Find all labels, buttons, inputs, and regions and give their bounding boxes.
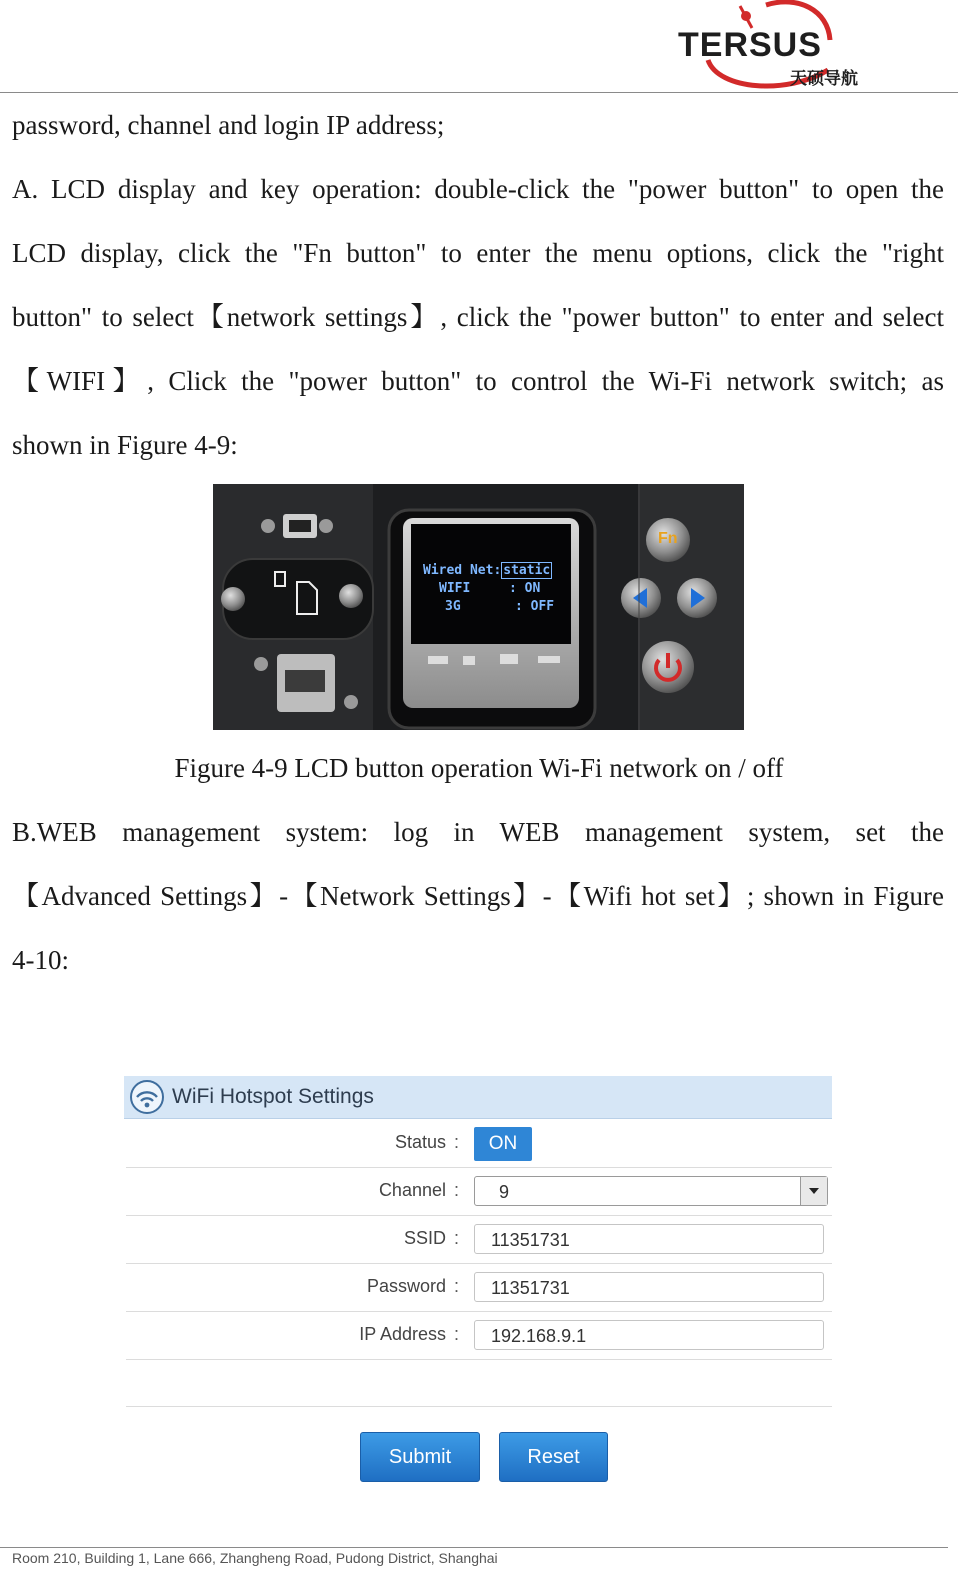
- footer-address: Room 210, Building 1, Lane 666, Zhangheng Road, Pudong District, Shanghai: [12, 1550, 498, 1566]
- logo-chinese-name: 天硕导航: [790, 69, 858, 89]
- paragraph-a-line: LCD display, click the "Fn button" to enter the menu options, click the "right: [12, 238, 944, 268]
- chevron-down-icon[interactable]: [800, 1177, 827, 1205]
- lcd-wired-label: Wired Net:: [423, 563, 502, 578]
- form-row-password: [126, 1264, 832, 1312]
- paragraph-b-line: 4-10:: [12, 945, 69, 975]
- ssid-input[interactable]: 11351731: [474, 1224, 824, 1254]
- paragraph-a-line: A. LCD display and key operation: double-click the "power button" to open the: [12, 174, 944, 204]
- status-toggle-button[interactable]: ON: [474, 1127, 532, 1161]
- panel-title: WiFi Hotspot Settings: [172, 1085, 374, 1108]
- paragraph-b-line: B.WEB management system: log in WEB management system, set the: [12, 817, 944, 847]
- logo-wordmark: TERSUS: [678, 26, 822, 64]
- paragraph-b-line: 【Advanced Settings】-【Network Settings】-【Wifi hot set】; shown in Figure: [12, 881, 944, 911]
- ssid-label: SSID: [403, 1228, 446, 1248]
- lcd-wifi-value: : ON: [509, 581, 541, 596]
- password-input[interactable]: 11351731: [474, 1272, 824, 1302]
- reset-button[interactable]: Reset: [499, 1432, 608, 1482]
- panel-header: [124, 1076, 832, 1119]
- lcd-wifi-label: WIFI: [439, 581, 471, 596]
- form-row-channel: [126, 1168, 832, 1216]
- ip-address-label: IP Address: [359, 1324, 446, 1344]
- company-logo: [678, 0, 878, 92]
- form-row-ssid: [126, 1216, 832, 1264]
- channel-colon: :: [454, 1180, 460, 1200]
- status-label: Status: [394, 1132, 446, 1152]
- paragraph-a-line: 【WIFI】, Click the "power button" to control the Wi-Fi network switch; as: [12, 366, 944, 396]
- lcd-3g-label: 3G: [445, 599, 461, 614]
- lcd-wired-value: static: [503, 563, 551, 578]
- submit-button[interactable]: Submit: [360, 1432, 480, 1482]
- form-row-empty: [126, 1360, 832, 1407]
- ip-address-colon: :: [454, 1324, 460, 1344]
- device-lcd-photo: [213, 484, 744, 730]
- paragraph-a-line: button" to select【network settings】, click the "power button" to enter and select: [12, 302, 944, 332]
- ip-address-input[interactable]: 192.168.9.1: [474, 1320, 824, 1350]
- channel-select[interactable]: [474, 1176, 828, 1206]
- channel-label: Channel: [378, 1180, 446, 1200]
- channel-selected-value: 9: [499, 1182, 510, 1202]
- footer-divider: [0, 1547, 948, 1548]
- paragraph-intro: password, channel and login IP address;: [12, 110, 445, 140]
- paragraph-a-line: shown in Figure 4-9:: [12, 430, 238, 460]
- form-row-ip-address: [126, 1312, 832, 1360]
- password-colon: :: [454, 1276, 460, 1296]
- wifi-hotspot-panel: [124, 1076, 832, 1484]
- fn-key-label: Fn: [658, 530, 678, 547]
- status-colon: :: [454, 1132, 460, 1152]
- figure-4-9-caption: Figure 4-9 LCD button operation Wi-Fi network on / off: [174, 753, 784, 783]
- lcd-screen-text: [423, 562, 554, 616]
- password-label: Password: [366, 1276, 446, 1296]
- lcd-3g-value: : OFF: [515, 599, 555, 614]
- ssid-colon: :: [454, 1228, 460, 1248]
- wifi-icon: [128, 1079, 166, 1115]
- form-row-status: [126, 1120, 832, 1168]
